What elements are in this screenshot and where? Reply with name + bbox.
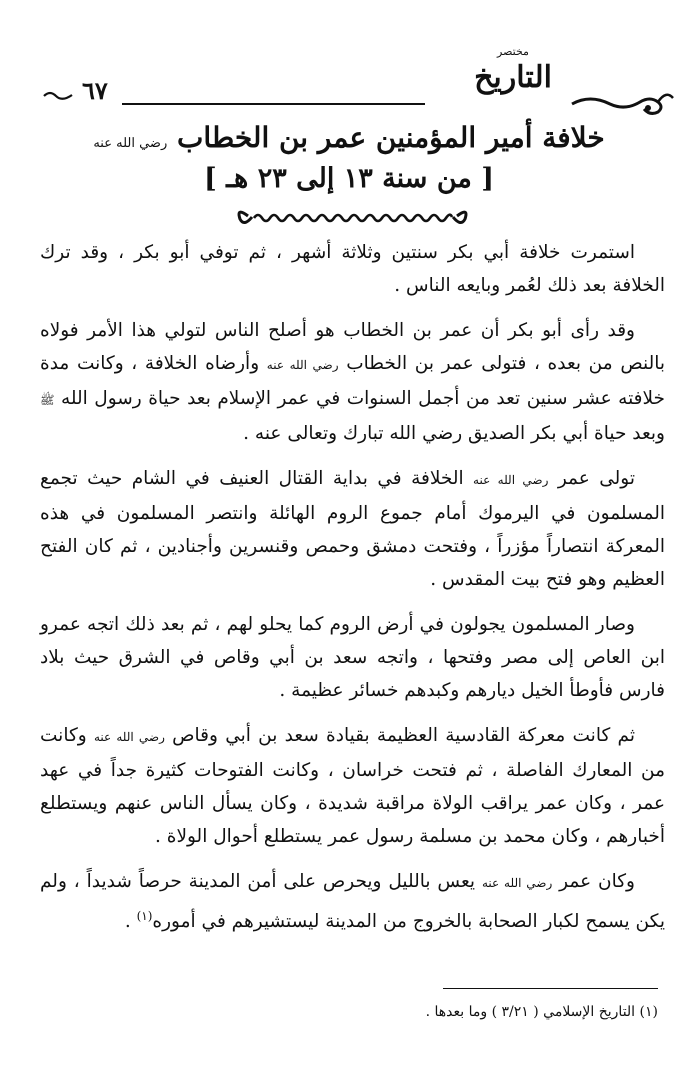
- footnote-rule: [443, 988, 658, 989]
- paragraph-text: الخلافة في بداية القتال العنيف في الشام حيث تجمع المسلمون في اليرموك أمام جموع الروم الهائلة وانتصر المسلمون في هذه المعركة انتصاراً مؤزراً ، وفتحت دمشق وحمص وقنسرين وأجنادين ، ثم كان الفتح العظيم وهو فتح بيت المقدس .: [40, 468, 665, 590]
- paragraph-text: استمرت خلافة أبي بكر سنتين وثلاثة أشهر ، ثم توفي أبو بكر ، وقد ترك الخلافة بعد ذلك لعُمر وبايعه الناس .: [40, 242, 665, 296]
- paragraph-text: يعس بالليل ويحرص على أمن المدينة حرصاً شديداً ، ولم يكن يسمح لكبار الصحابة بالخروج من المدينة ليستشيرهم في أموره: [40, 871, 665, 933]
- paragraph: [40, 719, 665, 853]
- honorific: ﷺ: [40, 393, 55, 407]
- paragraph-text: وكان عمر: [559, 871, 635, 892]
- honorific: رضي الله عنه: [473, 473, 549, 487]
- paragraph-text: وأرضاه الخلافة ، وكانت مدة خلافته عشر سنين تعد من أجمل السنوات في عمر الإسلام بعد حياة رسول الله: [40, 353, 665, 409]
- footnote-marker[interactable]: (١): [136, 909, 153, 923]
- body-text: [40, 236, 665, 950]
- honorific: رضي الله عنه: [482, 876, 553, 890]
- paragraph-text: تولى عمر: [557, 468, 635, 489]
- chapter-title-text: خلافة أمير المؤمنين عمر بن الخطاب: [176, 121, 605, 154]
- page-number: ٦٧: [82, 76, 108, 105]
- paragraph: [40, 236, 665, 302]
- chapter-title: [0, 118, 698, 164]
- paragraph: [40, 865, 665, 938]
- book-title-main: التاريخ: [474, 60, 552, 95]
- honorific: رضي الله عنه: [93, 730, 165, 744]
- paragraph-text: وكانت من المعارك الفاصلة ، ثم فتحت خراسان ، وكانت الفتوحات كثيرة جداً في عهد عمر ، وكان عمر يراقب الولاة مراقبة شديدة ، وكان يسأل الناس عنهم ويستطلع أخبارهم ، وكان محمد بن مسلمة رسول عمر يستطلع أحوال الولاة .: [40, 725, 665, 847]
- paragraph: [40, 462, 665, 596]
- paragraph-text: .: [124, 911, 137, 933]
- header-dash-icon: [42, 88, 74, 102]
- chapter-subtitle: [ من سنة ١٣ إلى ٢٣ هـ ]: [203, 163, 495, 194]
- header-rule: [122, 103, 425, 105]
- paragraph-text: ثم كانت معركة القادسية العظيمة بقيادة سعد بن أبي وقاص: [172, 725, 635, 746]
- honorific: رضي الله عنه: [266, 358, 339, 372]
- footnote: (١) التاريخ الإسلامي ( ٣/٢١ ) وما بعدها .: [425, 1004, 658, 1020]
- paragraph: [40, 314, 665, 450]
- running-header: [30, 45, 675, 118]
- header-flourish-icon: [570, 84, 675, 120]
- paragraph-text: وبعد حياة أبي بكر الصديق رضي الله تبارك وتعالى عنه .: [243, 423, 665, 444]
- book-title: [458, 45, 568, 98]
- paragraph-text: وصار المسلمون يجولون في أرض الروم كما يحلو لهم ، ثم بعد ذلك اتجه عمرو ابن العاص إلى مصر وفتحها ، واتجه سعد بن أبي وقاص في الشرق حيث بلاد فارس فأوطأ الخيل ديارهم وكبدهم خسائر عظيمة .: [40, 614, 665, 701]
- divider-ornament-icon: [230, 203, 475, 229]
- book-title-top: مختصر: [497, 45, 529, 58]
- paragraph-text: وقد رأى أبو بكر أن عمر بن الخطاب هو أصلح الناس لتولي هذا الأمر فولاه بالنص من بعده ، فتولى عمر بن الخطاب: [40, 320, 665, 374]
- chapter-title-honorific: رضي الله عنه: [93, 136, 168, 151]
- paragraph: [40, 608, 665, 707]
